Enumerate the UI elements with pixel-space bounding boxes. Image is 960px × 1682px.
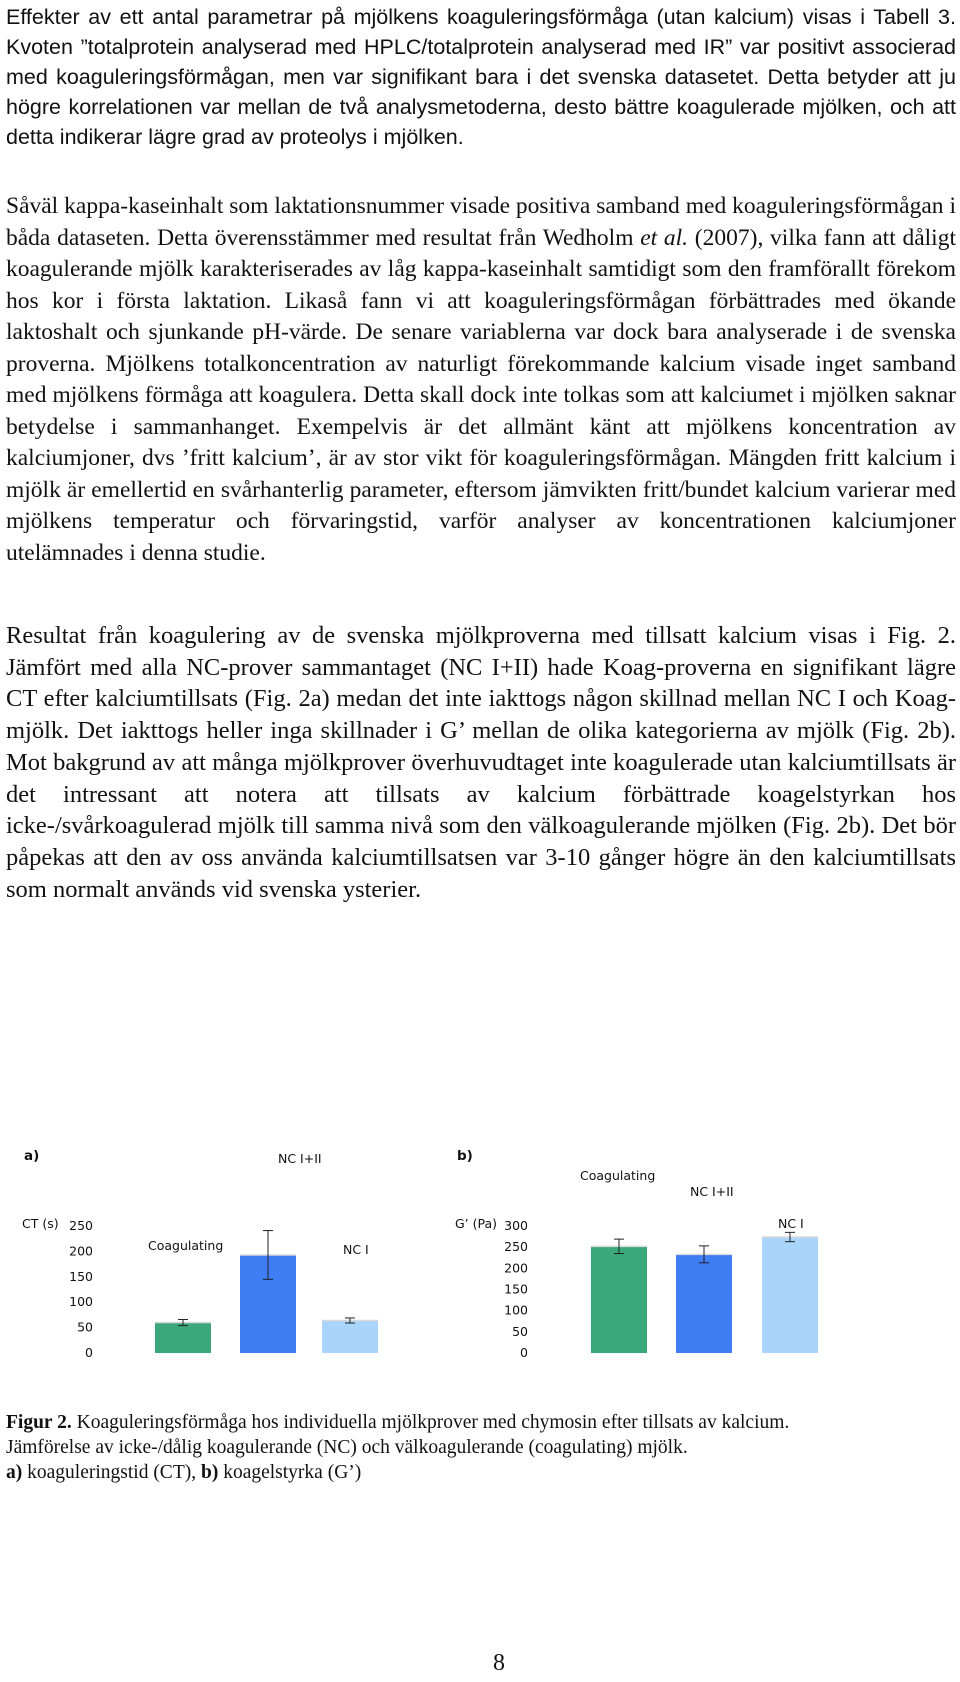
chart-a-y-tick-label: 0 [85, 1345, 93, 1360]
chart-b-y-tick-label: 300 [504, 1218, 528, 1233]
chart-a-y-tick-label: 150 [69, 1268, 93, 1284]
caption-a-label: a) [6, 1462, 23, 1483]
chart-b-y-tick-label: 50 [512, 1323, 528, 1339]
caption-text-1: Koaguleringsförmåga hos individuella mjölkprover med chymosin efter tillsats av kalcium. [71, 1412, 790, 1433]
figure-2-charts [0, 1040, 960, 1360]
chart-b-bar [676, 1254, 732, 1353]
paragraph-parameters: Effekter av ett antal parametrar på mjölkens koaguleringsförmåga (utan kalcium) visas i Tabell 3. Kvoten ”totalprotein analyserad med HPLC/totalprotein analyserad med IR” var positivt associerad med koaguleringsförmågan, men var signifikant bara i det svenska datasetet. Detta betyder att ju högre korrelationen var mellan de två analysmetoderna, desto bättre koagulerade mjölken, och att detta indikerar lägre grad av proteolys i mjölken. [6, 5, 956, 149]
chart-b-panel-label: b) [457, 1148, 473, 1164]
caption-b-label: b) [200, 1462, 219, 1483]
chart-b-y-tick-label: 0 [520, 1345, 528, 1360]
chart-b-bar [591, 1246, 647, 1353]
caption-line-2: Jämförelse av icke-/dålig koagulerande (NC) och välkoagulerande (coagulating) mjölk. [6, 1437, 688, 1458]
chart-b-y-tick-label: 100 [504, 1302, 528, 1318]
page-number: 8 [493, 1650, 505, 1676]
chart-a-y-tick-label: 250 [69, 1218, 93, 1233]
caption-line-3 [6, 1460, 956, 1485]
chart-b-category-label: Coagulating [580, 1168, 656, 1183]
figure-caption [6, 1410, 956, 1485]
chart-a-panel-label: a) [24, 1148, 40, 1164]
chart-a-bar [322, 1320, 378, 1353]
citation-et-al: et al. [640, 224, 689, 251]
caption-a-text: koaguleringstid (CT), [22, 1462, 201, 1483]
chart-b-y-tick-label: 150 [504, 1281, 528, 1297]
chart-b-y-axis-label: G’ (Pa) [455, 1216, 498, 1231]
chart-a-y-tick-label: 200 [69, 1243, 93, 1259]
chart-a-y-tick-label: 100 [69, 1294, 93, 1310]
paragraph-kappa-text-a: Såväl kappa-kaseinhalt som laktationsnummer visade positiva samband med koaguleringsförmågan i båda dataseten. Detta överensstämmer med resultat från Wedholm [6, 193, 956, 251]
chart-b-category-label: NC I [778, 1216, 804, 1231]
paragraph-kappa-casein [6, 191, 956, 569]
chart-b-y-tick-label: 200 [504, 1260, 528, 1276]
chart-a-category-label: Coagulating [148, 1238, 224, 1253]
chart-a-bar [155, 1323, 211, 1353]
chart-a-y-axis-label: CT (s) [22, 1216, 59, 1231]
caption-b-text: koagelstyrka (G’) [218, 1462, 362, 1483]
chart-b-bar [762, 1237, 818, 1353]
chart-a-category-label: NC I+II [278, 1151, 322, 1166]
caption-line-1 [6, 1410, 956, 1435]
paragraph-kappa-text-b: (2007), vilka fann att dåligt koagulerande mjölk karakteriserades av låg kappa-kaseinhalt samtidigt som den framförallt förekom hos kor i första laktation. Likaså fann vi att koaguleringsförmågan förbättrades med ökande laktoshalt och sjunkande pH-värde. De senare variablerna var dock bara analyserade i de svenska proverna. Mjölkens totalkoncentration av naturligt förekommande kalcium visade inget samband med mjölkens förmåga att koagulera. Detta skall dock inte tolkas som att kalciumet i mjölken saknar betydelse i sammanhanget. Exempelvis är det allmänt känt att mjölkens koncentration av kalciumjoner, dvs ’fritt kalcium’, är av stor vikt för koaguleringsförmågan. Mängden fritt kalcium i mjölk är emellertid en svårhanterlig parameter, eftersom jämvikten fritt/bundet kalcium varierar med mjölkens temperatur och förvaringstid, varför analyser av koncentrationen kalciumjoner utelämnades i denna studie. [6, 224, 956, 566]
chart-a-y-tick-label: 50 [77, 1319, 93, 1335]
chart-a-category-label: NC I [343, 1242, 369, 1257]
paragraph-calcium-results: Resultat från koagulering av de svenska mjölkproverna med tillsatt kalcium visas i Fig. 2. Jämfört med alla NC-prover sammantaget (NC I+II) hade Koag-proverna en signifikant lägre CT efter kalciumtillsats (Fig. 2a) medan det inte iakttogs någon skillnad mellan NC I och Koag-mjölk. Det iakttogs heller inga skillnader i G’ mellan de olika kategorierna av mjölk (Fig. 2b). Mot bakgrund av att många mjölkprover överhuvudtaget inte koagulerade utan kalciumtillsats är det intressant att notera att tillsats av kalcium förbättrade koagelstyrkan hos icke-/svårkoagulerad mjölk till samma nivå som den välkoagulerande mjölken (Fig. 2b). Det bör påpekas att den av oss använda kalciumtillsatsen var 3-10 gånger högre än den kalciumtillsats som normalt används vid svenska ysterier. [6, 622, 956, 903]
caption-label: Figur 2. [6, 1412, 72, 1433]
chart-b-category-label: NC I+II [690, 1184, 734, 1199]
chart-b-y-tick-label: 250 [504, 1239, 528, 1255]
figure-2 [0, 1040, 960, 1360]
